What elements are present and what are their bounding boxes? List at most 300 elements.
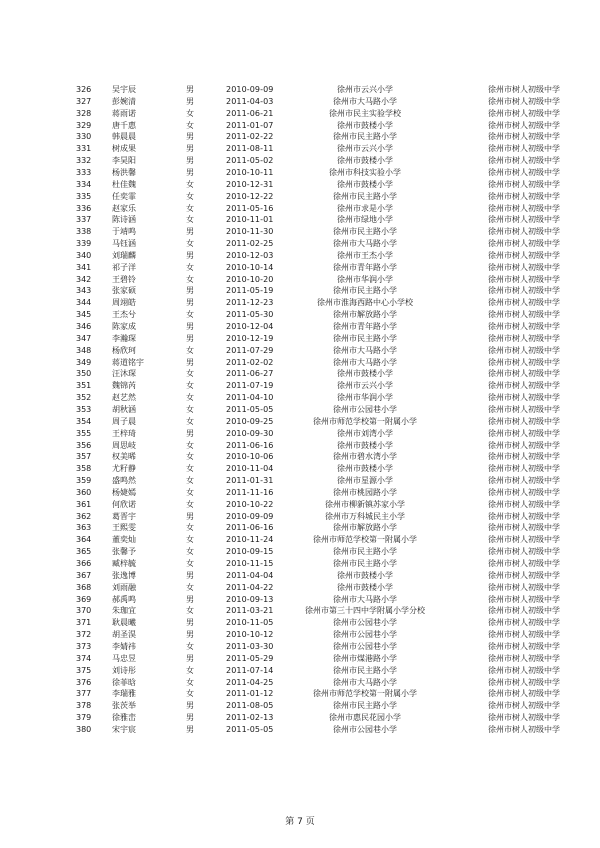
student-name: 吴宇辰 [112,85,136,94]
birth-date: 2010-09-13 [226,594,274,604]
primary-school: 徐州市大马路小学 [333,345,397,355]
birth-date: 2011-07-19 [226,381,274,391]
table-row [0,333,600,345]
row-number: 342 [76,274,92,284]
student-name: 杜佳魏 [112,179,136,189]
student-name: 耿晨曦 [112,618,136,628]
birth-date: 2010-10-14 [226,262,274,272]
table-row [0,357,600,369]
primary-school: 徐州市公园巷小学 [333,630,397,640]
destination-school: 徐州市树人初级中学 [488,582,560,592]
birth-date: 2010-09-25 [226,416,274,426]
birth-date: 2010-10-20 [226,274,274,284]
destination-school: 徐州市树人初级中学 [488,345,560,355]
birth-date: 2011-07-29 [226,345,274,355]
birth-date: 2010-11-30 [226,227,274,237]
row-number: 326 [76,85,92,94]
row-number: 357 [76,452,92,462]
table-row [0,582,600,594]
destination-school: 徐州市树人初级中学 [488,428,560,438]
destination-school: 徐州市树人初级中学 [488,167,560,177]
student-name: 胡秋涵 [112,404,136,414]
student-sex: 男 [186,227,194,237]
destination-school: 徐州市树人初级中学 [488,333,560,343]
student-sex: 女 [186,393,194,403]
student-name: 周思岐 [112,440,136,450]
primary-school: 徐州市鼓楼小学 [337,369,393,379]
table-row [0,262,600,274]
destination-school: 徐州市树人初级中学 [488,250,560,260]
student-name: 臧梓毓 [112,559,136,568]
table-row [0,629,600,641]
student-name: 于靖鸣 [112,227,136,237]
student-sex: 女 [186,369,194,379]
student-name: 赵艺然 [112,393,136,403]
row-number: 346 [76,322,92,331]
row-number: 373 [76,641,92,651]
row-number: 378 [76,701,92,711]
primary-school: 徐州市求是小学 [337,203,393,213]
student-name: 张馨予 [112,547,136,557]
primary-school: 徐州市鼓楼小学 [337,156,393,166]
student-sex: 男 [186,156,194,166]
row-number: 356 [76,440,92,450]
student-name: 汪沐琛 [112,369,136,379]
destination-school: 徐州市树人初级中学 [488,357,560,367]
primary-school: 徐州市民主路小学 [333,333,397,343]
destination-school: 徐州市树人初级中学 [488,464,560,474]
birth-date: 2011-03-21 [226,606,274,616]
table-row [0,345,600,357]
birth-date: 2011-05-05 [226,404,274,414]
row-number: 360 [76,487,92,497]
birth-date: 2011-02-02 [226,357,274,367]
student-name: 宋宇宸 [112,724,136,734]
birth-date: 2011-04-25 [226,677,274,687]
student-name: 马忠昱 [112,653,136,663]
destination-school: 徐州市树人初级中学 [488,322,560,331]
student-name: 盛鸣然 [112,476,136,486]
row-number: 365 [76,547,92,557]
row-number: 380 [76,724,92,734]
student-sex: 女 [186,606,194,616]
table-row [0,274,600,286]
birth-date: 2010-12-03 [226,250,274,260]
table-row [0,475,600,487]
row-number: 340 [76,250,92,260]
table-row [0,250,600,262]
row-number: 354 [76,416,92,426]
destination-school: 徐州市树人初级中学 [488,404,560,414]
primary-school: 徐州市鼓楼小学 [337,570,393,580]
table-row [0,214,600,226]
row-number: 345 [76,310,92,320]
destination-school: 徐州市树人初级中学 [488,191,560,201]
primary-school: 徐州市公园巷小学 [333,404,397,414]
student-sex: 男 [186,96,194,106]
primary-school: 徐州市民主路小学 [333,547,397,557]
primary-school: 徐州市桃园路小学 [333,487,397,497]
row-number: 379 [76,713,92,723]
birth-date: 2011-02-22 [226,132,274,142]
student-sex: 男 [186,85,194,94]
row-number: 327 [76,96,92,106]
row-number: 359 [76,476,92,486]
primary-school: 徐州市解放路小学 [333,523,397,533]
destination-school: 徐州市树人初级中学 [488,156,560,166]
row-number: 375 [76,665,92,675]
table-row [0,309,600,321]
table-row [0,546,600,558]
student-sex: 女 [186,559,194,568]
student-name: 张逸博 [112,570,136,580]
row-number: 334 [76,179,92,189]
student-name: 周翊皓 [112,298,136,308]
destination-school: 徐州市树人初级中学 [488,665,560,675]
primary-school: 徐州市民主路小学 [333,286,397,296]
student-name: 刘诗彤 [112,665,136,675]
destination-school: 徐州市树人初级中学 [488,535,560,545]
student-name: 蒋雨诺 [112,108,136,118]
student-name: 杨洪馨 [112,167,136,177]
table-row [0,534,600,546]
student-name: 蒋道铭宇 [112,357,144,367]
row-number: 337 [76,215,92,225]
birth-date: 2011-04-22 [226,582,274,592]
birth-date: 2010-10-06 [226,452,274,462]
student-sex: 女 [186,689,194,699]
destination-school: 徐州市树人初级中学 [488,724,560,734]
row-number: 347 [76,333,92,343]
primary-school: 徐州市鼓楼小学 [337,179,393,189]
student-name: 胡圣淏 [112,630,136,640]
row-number: 353 [76,404,92,414]
primary-school: 徐州市民主实验学校 [329,108,401,118]
row-number: 343 [76,286,92,296]
student-name: 王梓琦 [112,428,136,438]
birth-date: 2010-11-05 [226,618,274,628]
birth-date: 2011-02-13 [226,713,274,723]
row-number: 351 [76,381,92,391]
student-sex: 女 [186,345,194,355]
row-number: 332 [76,156,92,166]
destination-school: 徐州市树人初级中学 [488,701,560,711]
destination-school: 徐州市树人初级中学 [488,499,560,509]
student-sex: 女 [186,179,194,189]
student-name: 王熙雯 [112,523,136,533]
student-name: 徐菲晗 [112,677,136,687]
primary-school: 徐州市星源小学 [337,476,393,486]
row-number: 371 [76,618,92,628]
student-name: 何欣诺 [112,499,136,509]
row-number: 377 [76,689,92,699]
page-number: 第 7 页 [285,817,315,827]
destination-school: 徐州市树人初级中学 [488,310,560,320]
row-number: 330 [76,132,92,142]
destination-school: 徐州市树人初级中学 [488,298,560,308]
row-number: 331 [76,144,92,154]
student-sex: 女 [186,487,194,497]
primary-school: 徐州市华润小学 [337,274,393,284]
row-number: 369 [76,594,92,604]
student-sex: 男 [186,713,194,723]
student-name: 彭婉清 [112,96,136,106]
birth-date: 2011-05-02 [226,156,274,166]
student-sex: 男 [186,322,194,331]
student-sex: 女 [186,310,194,320]
table-row [0,203,600,215]
primary-school: 徐州市师范学校第一附属小学 [313,689,417,699]
row-number: 341 [76,262,92,272]
birth-date: 2011-05-30 [226,310,274,320]
row-number: 328 [76,108,92,118]
table-row [0,404,600,416]
primary-school: 徐州市刘湾小学 [337,428,393,438]
student-sex: 女 [186,215,194,225]
birth-date: 2010-10-11 [226,167,274,177]
table-row [0,499,600,511]
table-row [0,558,600,570]
student-name: 王碧铃 [112,274,136,284]
birth-date: 2011-12-23 [226,298,274,308]
row-number: 352 [76,393,92,403]
primary-school: 徐州市民主路小学 [333,132,397,142]
destination-school: 徐州市树人初级中学 [488,274,560,284]
table-row [0,143,600,155]
destination-school: 徐州市树人初级中学 [488,96,560,106]
table-row [0,653,600,665]
student-sex: 女 [186,665,194,675]
student-sex: 女 [186,191,194,201]
student-sex: 男 [186,298,194,308]
birth-date: 2011-08-05 [226,701,274,711]
primary-school: 徐州市大马路小学 [333,96,397,106]
student-sex: 男 [186,594,194,604]
table-row [0,511,600,523]
row-number: 348 [76,345,92,355]
birth-date: 2010-11-01 [226,215,274,225]
primary-school: 徐州市惠民花园小学 [329,713,401,723]
destination-school: 徐州市树人初级中学 [488,618,560,628]
row-number: 339 [76,239,92,249]
destination-school: 徐州市树人初级中学 [488,630,560,640]
table-row [0,191,600,203]
student-name: 李瑞雅 [112,689,136,699]
destination-school: 徐州市树人初级中学 [488,641,560,651]
destination-school: 徐州市树人初级中学 [488,559,560,568]
student-sex: 男 [186,144,194,154]
student-sex: 女 [186,452,194,462]
table-row [0,368,600,380]
primary-school: 徐州市鼓楼小学 [337,582,393,592]
table-row [0,297,600,309]
primary-school: 徐州市民主路小学 [333,701,397,711]
birth-date: 2011-01-07 [226,120,274,130]
primary-school: 徐州市民主路小学 [333,227,397,237]
birth-date: 2010-11-15 [226,559,274,568]
primary-school: 徐州市云兴小学 [337,144,393,154]
table-row [0,641,600,653]
primary-school: 徐州市大马路小学 [333,357,397,367]
student-name: 张家硕 [112,286,136,296]
table-row [0,84,600,96]
student-name: 杨婕嫣 [112,487,136,497]
destination-school: 徐州市树人初级中学 [488,677,560,687]
row-number: 372 [76,630,92,640]
birth-date: 2010-10-12 [226,630,274,640]
destination-school: 徐州市树人初级中学 [488,476,560,486]
destination-school: 徐州市树人初级中学 [488,713,560,723]
primary-school: 徐州市碧水湾小学 [333,452,397,462]
destination-school: 徐州市树人初级中学 [488,215,560,225]
student-sex: 男 [186,357,194,367]
primary-school: 徐州市鼓楼小学 [337,120,393,130]
primary-school: 徐州市华润小学 [337,393,393,403]
student-name: 唐千惠 [112,120,136,130]
student-sex: 男 [186,250,194,260]
student-name: 赵家乐 [112,203,136,213]
student-name: 陈家成 [112,322,136,331]
student-name: 李婧祎 [112,641,136,651]
primary-school: 徐州市解放路小学 [333,310,397,320]
destination-school: 徐州市树人初级中学 [488,440,560,450]
student-name: 徐雅峦 [112,713,136,723]
student-sex: 女 [186,464,194,474]
table-row [0,570,600,582]
row-number: 361 [76,499,92,509]
birth-date: 2011-06-16 [226,440,274,450]
birth-date: 2010-09-30 [226,428,274,438]
student-sex: 男 [186,132,194,142]
table-row [0,724,600,736]
table-row [0,712,600,724]
student-sex: 男 [186,167,194,177]
student-name: 刘雨融 [112,582,136,592]
table-row [0,238,600,250]
primary-school: 徐州市师范学校第一附属小学 [313,535,417,545]
destination-school: 徐州市树人初级中学 [488,85,560,94]
row-number: 366 [76,559,92,568]
student-sex: 男 [186,286,194,296]
student-sex: 女 [186,641,194,651]
student-name: 刘瑞麟 [112,250,136,260]
student-sex: 女 [186,523,194,533]
birth-date: 2011-01-12 [226,689,274,699]
birth-date: 2011-06-21 [226,108,274,118]
student-sex: 女 [186,416,194,426]
primary-school: 徐州市民主路小学 [333,191,397,201]
primary-school: 徐州市公园巷小学 [333,618,397,628]
destination-school: 徐州市树人初级中学 [488,369,560,379]
student-name: 尤籽静 [112,464,136,474]
student-sex: 女 [186,262,194,272]
destination-school: 徐州市树人初级中学 [488,393,560,403]
primary-school: 徐州市第三十四中学附属小学分校 [305,606,425,616]
row-number: 336 [76,203,92,213]
student-sex: 女 [186,239,194,249]
destination-school: 徐州市树人初级中学 [488,108,560,118]
row-number: 338 [76,227,92,237]
primary-school: 徐州市鼓楼小学 [337,440,393,450]
birth-date: 2011-11-16 [226,487,274,497]
row-number: 370 [76,606,92,616]
student-sex: 女 [186,108,194,118]
destination-school: 徐州市树人初级中学 [488,144,560,154]
destination-school: 徐州市树人初级中学 [488,416,560,426]
table-row [0,605,600,617]
table-row [0,285,600,297]
destination-school: 徐州市树人初级中学 [488,523,560,533]
row-number: 335 [76,191,92,201]
destination-school: 徐州市树人初级中学 [488,179,560,189]
student-name: 张茨举 [112,701,136,711]
row-number: 374 [76,653,92,663]
primary-school: 徐州市民主路小学 [333,665,397,675]
student-sex: 女 [186,274,194,284]
primary-school: 徐州市青年路小学 [333,322,397,331]
student-name: 魏锦芮 [112,381,136,391]
destination-school: 徐州市树人初级中学 [488,286,560,296]
birth-date: 2011-04-03 [226,96,274,106]
student-sex: 女 [186,677,194,687]
student-sex: 男 [186,428,194,438]
student-sex: 男 [186,724,194,734]
primary-school: 徐州市公园巷小学 [333,641,397,651]
table-row [0,617,600,629]
primary-school: 徐州市师范学校第一附属小学 [313,416,417,426]
birth-date: 2011-04-10 [226,393,274,403]
table-row [0,700,600,712]
primary-school: 徐州市青年路小学 [333,262,397,272]
birth-date: 2011-05-19 [226,286,274,296]
student-name: 李瀚琛 [112,333,136,343]
primary-school: 徐州市大马路小学 [333,594,397,604]
birth-date: 2010-11-04 [226,464,274,474]
birth-date: 2011-04-04 [226,570,274,580]
destination-school: 徐州市树人初级中学 [488,653,560,663]
row-number: 358 [76,464,92,474]
student-name: 周子晨 [112,416,136,426]
table-row [0,120,600,132]
table-row [0,416,600,428]
primary-school: 徐州市大马路小学 [333,239,397,249]
row-number: 355 [76,428,92,438]
student-name: 董奕灿 [112,535,136,545]
student-name: 任奕霏 [112,191,136,201]
table-row [0,392,600,404]
birth-date: 2011-06-27 [226,369,274,379]
table-row [0,428,600,440]
destination-school: 徐州市树人初级中学 [488,511,560,521]
primary-school: 徐州市科技实验小学 [329,167,401,177]
birth-date: 2011-05-05 [226,724,274,734]
destination-school: 徐州市树人初级中学 [488,606,560,616]
primary-school: 徐州市大马路小学 [333,677,397,687]
birth-date: 2010-12-19 [226,333,274,343]
row-number: 349 [76,357,92,367]
row-number: 333 [76,167,92,177]
student-name: 朱珈宜 [112,606,136,616]
birth-date: 2010-11-24 [226,535,274,545]
birth-date: 2011-01-31 [226,476,274,486]
student-sex: 女 [186,440,194,450]
table-row [0,451,600,463]
student-sex: 男 [186,511,194,521]
table-row [0,179,600,191]
primary-school: 徐州市柳新镇苏家小学 [325,499,405,509]
table-row [0,688,600,700]
student-sex: 女 [186,381,194,391]
